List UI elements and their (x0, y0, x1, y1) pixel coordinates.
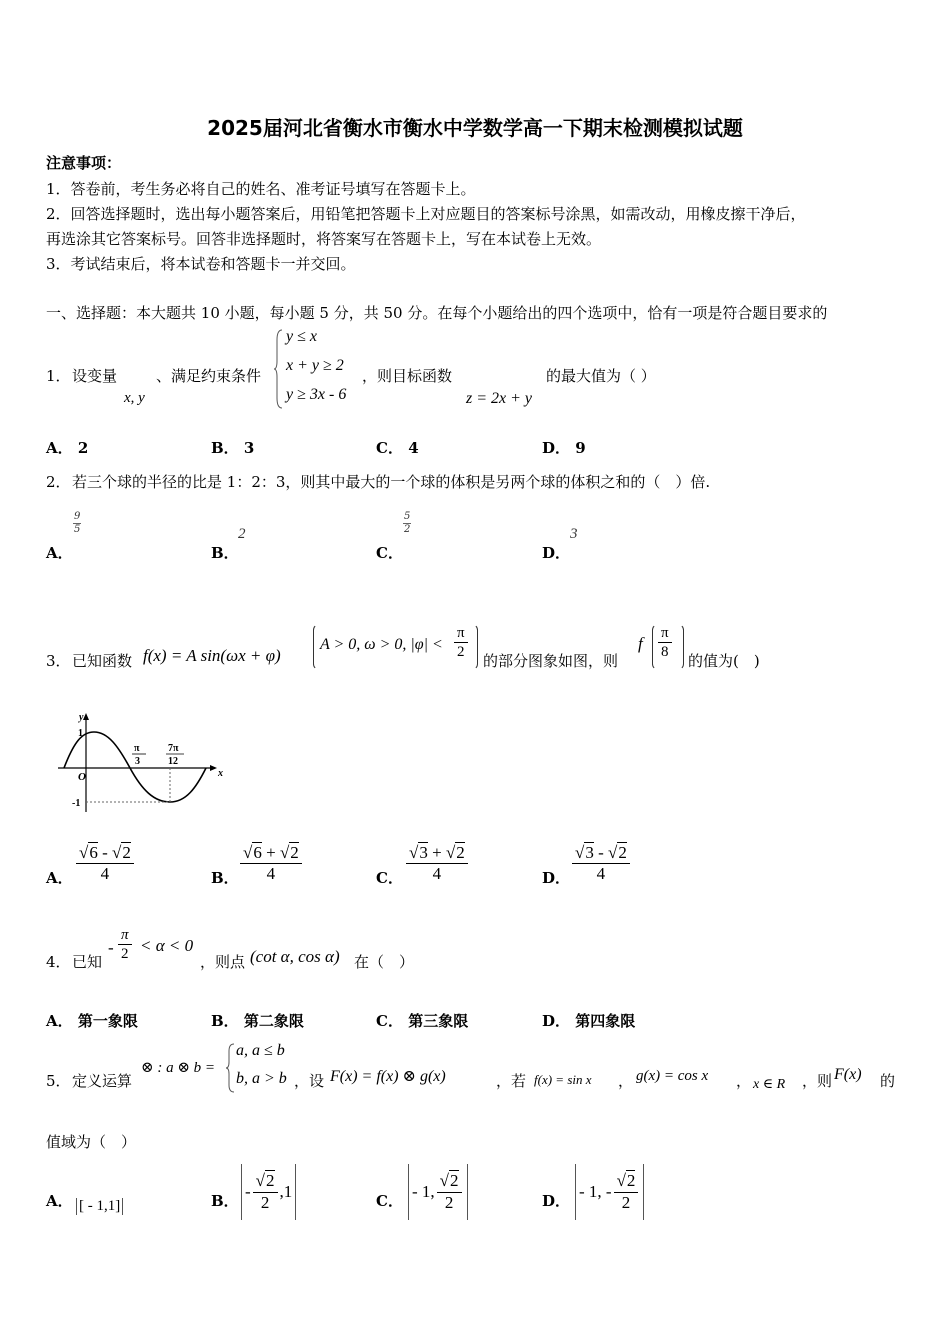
q1-option-c[interactable]: C． 4 (376, 439, 419, 457)
q5-text: ，若 (496, 1072, 527, 1090)
q5-F-def: F(x) = f(x) ⊗ g(x) (330, 1068, 446, 1085)
q4-pi-over-2: $\frac{\pi}{2}$ (118, 926, 132, 963)
q4-text: 在（ ） (354, 953, 415, 971)
q2-option-a-label[interactable]: A． (46, 544, 73, 562)
q3-condition: A > 0, ω > 0, |φ| < (320, 636, 443, 653)
q3-option-c-label[interactable]: C． (376, 869, 403, 887)
q2-option-d-label[interactable]: D． (542, 544, 571, 562)
q2-option-b-label[interactable]: B． (211, 544, 239, 562)
q5-option-d-value[interactable]: - 1, - $\frac{√2}{2}$ (575, 1164, 644, 1220)
tick2-numerator: 7π (168, 743, 179, 754)
q2-option-b-value[interactable]: 2 (238, 526, 246, 542)
origin-label: O (78, 771, 86, 783)
section-heading: 一、选择题：本大题共 10 小题，每小题 5 分，共 50 分。在每个小题给出的四个选项中，恰有一项是符合题目要求的 (46, 304, 828, 322)
q2-number: 2． (46, 473, 71, 491)
q1-option-d[interactable]: D． 9 (542, 439, 586, 457)
q3-text: 的值为( ) (688, 652, 760, 670)
q1-text: 、满足约束条件 (156, 367, 262, 385)
x-axis-arrow-icon (210, 765, 217, 771)
q5-case: a, a ≤ b (236, 1042, 285, 1059)
q1-text: 设变量 (72, 367, 118, 385)
q5-text: ， (736, 1072, 752, 1090)
q4-text: ，则点 (200, 953, 246, 971)
q5-text: 定义运算 (72, 1072, 133, 1090)
q3-text: 已知函数 (72, 652, 133, 670)
q5-operation: ⊗ : a ⊗ b = (141, 1060, 216, 1076)
q3-option-d-value[interactable]: $\frac{√3 - √2}{4}$ (572, 843, 630, 885)
q4-number: 4． (46, 953, 71, 971)
notice-item: 1．答卷前，考生务必将自己的姓名、准考证号填写在答题卡上。 (46, 180, 476, 198)
q4-option-b[interactable]: B． 第二象限 (211, 1012, 304, 1030)
q3-pi-over-2: $\frac{\pi}{2}$ (454, 624, 468, 661)
q1-option-a[interactable]: A． 2 (46, 439, 89, 457)
q4-point: (cot α, cos α) (250, 947, 340, 966)
q1-objective: z = 2x + y (466, 390, 533, 407)
tick1-numerator: π (134, 743, 140, 754)
q5-Fx: F(x) (834, 1066, 862, 1083)
q3-option-d-label[interactable]: D． (542, 869, 571, 887)
tick2-denominator: 12 (168, 756, 178, 767)
page-title: 2025届河北省衡水市衡水中学数学高一下期末检测模拟试题 (207, 116, 743, 140)
q5-option-b-value[interactable]: - $\frac{√2}{2}$ ,1 (241, 1164, 296, 1220)
q3-option-a-value[interactable]: $\frac{√6 - √2}{4}$ (76, 843, 134, 885)
q3-f: f (638, 634, 643, 653)
q2-option-d-value[interactable]: 3 (570, 526, 578, 542)
q5-text: ， (618, 1072, 634, 1090)
q2-text: 若三个球的半径的比是 1：2：3，则其中最大的一个球的体积是另两个球的体积之和的（ ）倍. (72, 473, 711, 491)
q4-inequality: < α < 0 (140, 936, 194, 955)
q5-text-line2: 值域为（ ） (46, 1133, 137, 1151)
q3-option-b-value[interactable]: $\frac{√6 + √2}{4}$ (240, 843, 302, 885)
q1-constraint: y ≥ 3x - 6 (286, 386, 347, 403)
q1-constraint: y ≤ x (286, 328, 317, 345)
tick1-denominator: 3 (135, 756, 140, 767)
q5-text: ，则 (802, 1072, 833, 1090)
q5-option-c-label[interactable]: C． (376, 1192, 403, 1210)
q5-f-def: f(x) = sin x (534, 1072, 592, 1087)
q5-option-c-value[interactable]: - 1, $\frac{√2}{2}$ (408, 1164, 468, 1220)
q3-number: 3． (46, 652, 71, 670)
q5-text: 的 (880, 1072, 896, 1090)
q2-option-c-value[interactable]: $\frac{5}{2}$ (404, 511, 411, 535)
q4-option-c[interactable]: C． 第三象限 (376, 1012, 469, 1030)
q3-pi-over-8: $\frac{\pi}{8}$ (658, 624, 672, 661)
q1-text: ，则目标函数 (362, 367, 453, 385)
q4-minus: - (108, 938, 114, 957)
y-axis-arrow-icon (83, 713, 89, 720)
q3-option-b-label[interactable]: B． (211, 869, 239, 887)
q4-text: 已知 (72, 953, 103, 971)
y-axis-label: y (79, 712, 84, 723)
q5-option-d-label[interactable]: D． (542, 1192, 571, 1210)
x-axis-label: x (218, 768, 223, 779)
q1-option-b[interactable]: B． 3 (211, 439, 255, 457)
q4-option-a[interactable]: A． 第一象限 (46, 1012, 138, 1030)
q2-option-a-value[interactable]: $\frac{9}{5}$ (74, 511, 81, 535)
notice-item: 2．回答选择题时，选出每小题答案后，用铅笔把答题卡上对应题目的答案标号涂黑，如需改动，用橡皮擦干净后， (46, 205, 806, 223)
q5-number: 5． (46, 1072, 71, 1090)
y-minus-one-label: -1 (72, 798, 81, 809)
q5-g-def: g(x) = cos x (636, 1068, 709, 1084)
q5-brace (226, 1042, 236, 1094)
q5-domain: x ∈ R (753, 1077, 786, 1092)
q5-text: ，设 (294, 1072, 325, 1090)
q5-option-b-label[interactable]: B． (211, 1192, 239, 1210)
q3-sine-graph (50, 708, 225, 818)
q3-option-c-value[interactable]: $\frac{√3 + √2}{4}$ (406, 843, 468, 885)
q1-text: 的最大值为（ ） (546, 367, 656, 385)
notice-heading: 注意事项： (46, 154, 122, 172)
q1-number: 1． (46, 367, 71, 385)
q1-vars: x, y (124, 390, 145, 406)
q3-option-a-label[interactable]: A． (46, 869, 73, 887)
notice-item: 3．考试结束后，将本试卷和答题卡一并交回。 (46, 255, 356, 273)
q5-option-a-value[interactable]: [ - 1,1] (76, 1198, 123, 1215)
q2-option-c-label[interactable]: C． (376, 544, 403, 562)
q3-text: 的部分图象如图，则 (483, 652, 619, 670)
q4-option-d[interactable]: D． 第四象限 (542, 1012, 636, 1030)
q1-constraint: x + y ≥ 2 (286, 357, 344, 374)
q5-case: b, a > b (236, 1070, 287, 1087)
q3-function: f(x) = A sin(ωx + φ) (143, 646, 281, 665)
y-one-label: 1 (78, 728, 83, 739)
q1-brace (274, 328, 284, 410)
q5-option-a-label[interactable]: A． (46, 1192, 73, 1210)
notice-item: 再选涂其它答案标号。回答非选择题时，将答案写在答题卡上，写在本试卷上无效。 (46, 230, 602, 248)
